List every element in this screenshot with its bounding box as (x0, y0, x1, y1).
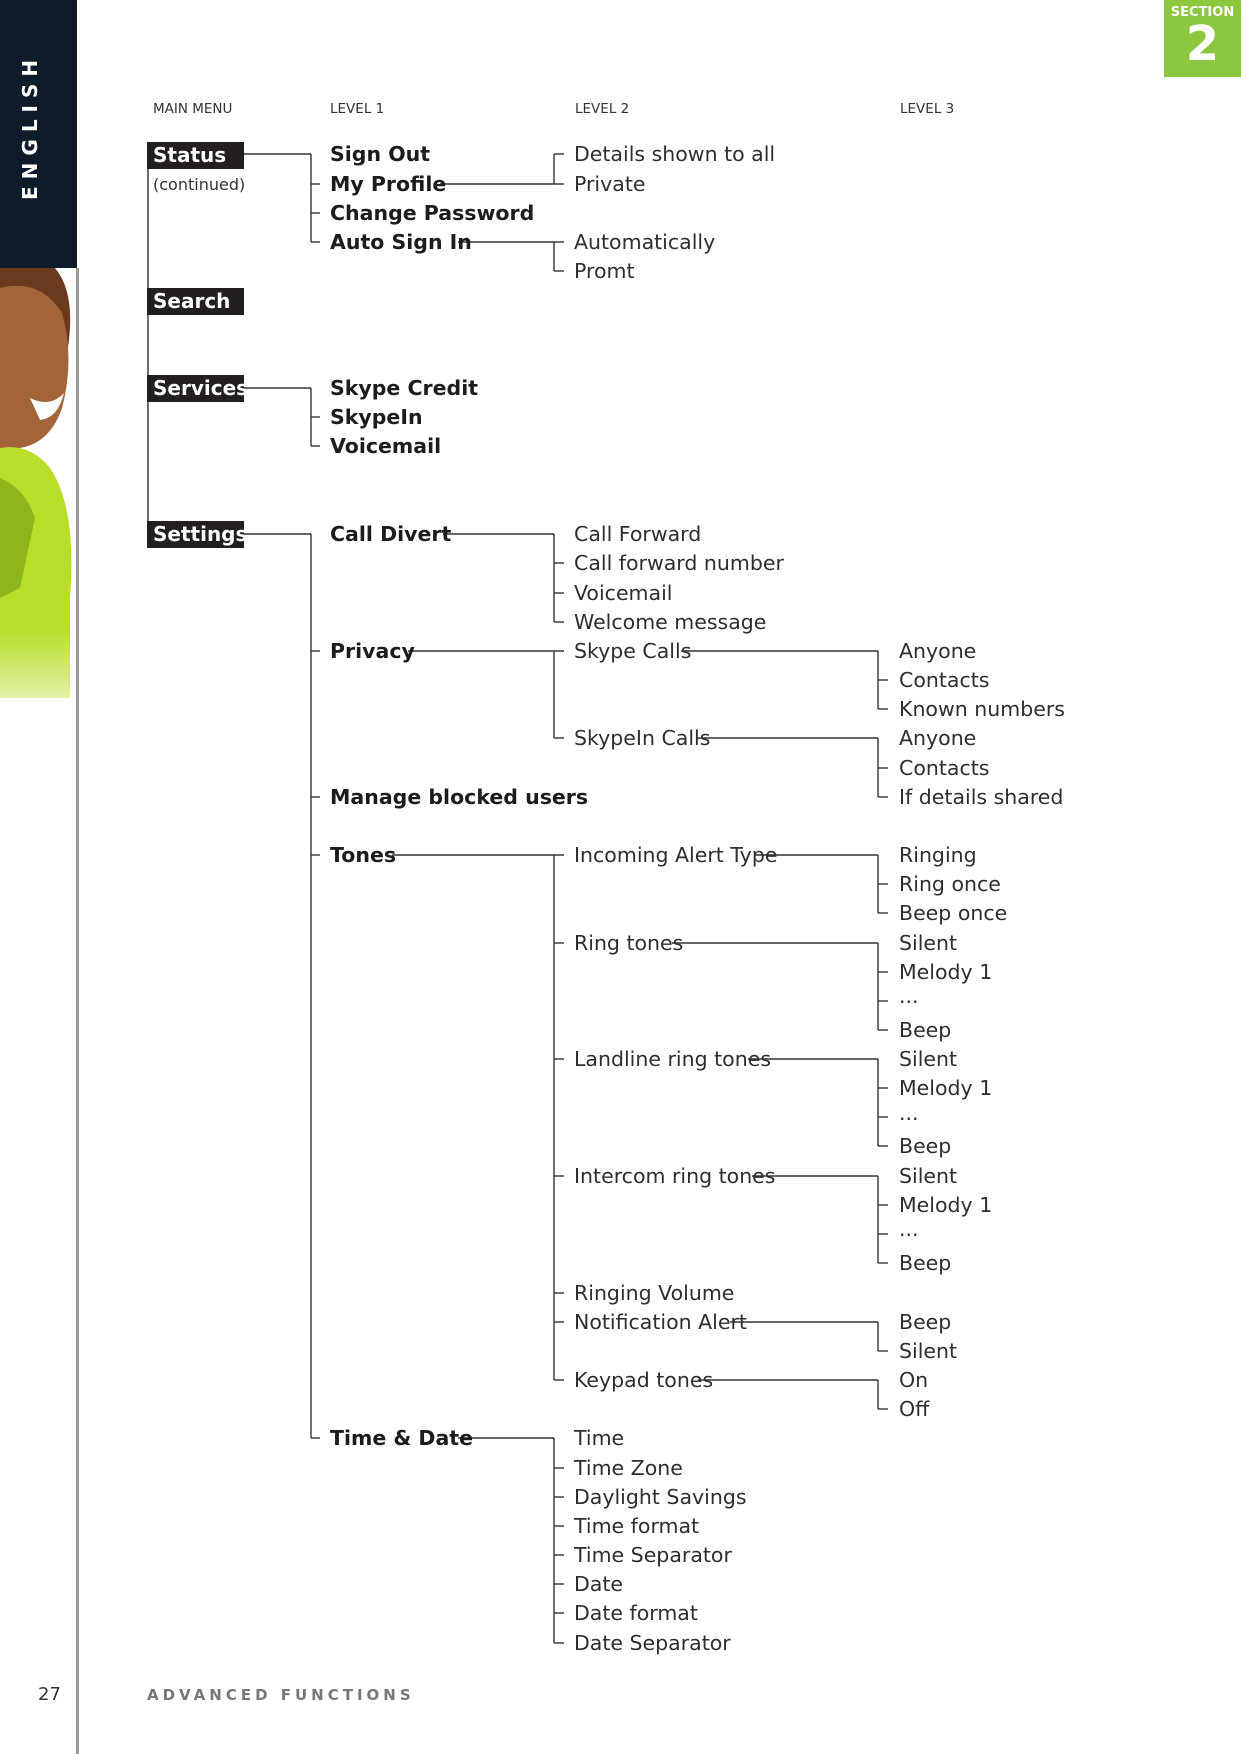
tones-intercom-ring-tones: Intercom ring tones (574, 1164, 776, 1188)
settings-time-date: Time & Date (330, 1426, 473, 1450)
services-skype-credit: Skype Credit (330, 376, 479, 400)
footer-title: ADVANCED FUNCTIONS (147, 1686, 415, 1704)
landline-ring-tones-option: Melody 1 (899, 1076, 993, 1100)
tones-ringing-volume: Ringing Volume (574, 1281, 735, 1305)
time-date-option: Date (574, 1572, 623, 1596)
status-sign-out: Sign Out (330, 142, 431, 166)
settings-call-divert: Call Divert (330, 522, 452, 546)
tones-incoming-alert-type: Incoming Alert Type (574, 843, 778, 867)
auto-sign-in-option: Promt (574, 259, 635, 283)
incoming-alert-option: Beep once (899, 901, 1008, 925)
header-main-menu: MAIN MENU (153, 101, 233, 117)
main-menu-status: Status (147, 142, 244, 169)
time-date-option: Daylight Savings (574, 1485, 747, 1509)
call-divert-option: Call Forward (574, 522, 702, 546)
landline-ring-tones-option: Beep (899, 1134, 952, 1158)
ring-tones-option: Beep (899, 1018, 952, 1042)
notification-alert-option: Beep (899, 1310, 952, 1334)
time-date-option: Time (574, 1426, 625, 1450)
intercom-ring-tones-option: Silent (899, 1164, 958, 1188)
time-date-option: Time format (574, 1514, 700, 1538)
settings-tones: Tones (330, 843, 397, 867)
settings-manage-blocked-users: Manage blocked users (330, 785, 589, 809)
header-level-2: LEVEL 2 (575, 101, 630, 117)
intercom-ring-tones-option: Beep (899, 1251, 952, 1275)
skype-calls-option: Contacts (899, 668, 990, 692)
ring-tones-option: Silent (899, 931, 958, 955)
status-continued-note: (continued) (153, 175, 246, 194)
skypein-calls-option: Contacts (899, 756, 990, 780)
landline-ring-tones-option: Silent (899, 1047, 958, 1071)
skypein-calls-option: If details shared (899, 785, 1064, 809)
my-profile-option: Details shown to all (574, 142, 776, 166)
tones-notification-alert: Notification Alert (574, 1310, 747, 1334)
main-menu-settings: Settings (147, 521, 244, 548)
services-skypein: SkypeIn (330, 405, 423, 429)
time-date-option: Date format (574, 1601, 698, 1625)
main-menu-search: Search (147, 288, 244, 315)
incoming-alert-option: Ringing (899, 843, 977, 867)
page-number: 27 (38, 1684, 61, 1705)
status-change-password: Change Password (330, 201, 535, 225)
time-date-option: Date Separator (574, 1631, 731, 1655)
ring-tones-ellipsis: ... (899, 984, 919, 1008)
section-label: SECTION (1170, 5, 1235, 20)
notification-alert-option: Silent (899, 1339, 958, 1363)
status-my-profile: My Profile (330, 172, 447, 196)
header-level-1: LEVEL 1 (330, 101, 385, 117)
main-menu-services: Services (147, 375, 244, 402)
tones-keypad-tones: Keypad tones (574, 1368, 714, 1392)
incoming-alert-option: Ring once (899, 872, 1001, 896)
auto-sign-in-option: Automatically (574, 230, 716, 254)
keypad-tones-option: On (899, 1368, 929, 1392)
skypein-calls-option: Anyone (899, 726, 977, 750)
privacy-skype-calls: Skype Calls (574, 639, 692, 663)
ring-tones-option: Melody 1 (899, 960, 993, 984)
call-divert-option: Welcome message (574, 610, 767, 634)
time-date-option: Time Zone (574, 1456, 683, 1480)
settings-privacy: Privacy (330, 639, 415, 663)
section-number: 2 (1185, 16, 1220, 72)
intercom-ring-tones-option: Melody 1 (899, 1193, 993, 1217)
my-profile-option: Private (574, 172, 646, 196)
privacy-skypein-calls: SkypeIn Calls (574, 726, 711, 750)
keypad-tones-option: Off (899, 1397, 930, 1421)
status-auto-sign-in: Auto Sign In (330, 230, 472, 254)
call-divert-option: Call forward number (574, 551, 784, 575)
header-level-3: LEVEL 3 (900, 101, 955, 117)
time-date-option: Time Separator (574, 1543, 732, 1567)
language-label: ENGLISH (18, 52, 42, 200)
services-voicemail: Voicemail (330, 434, 442, 458)
landline-ring-tones-ellipsis: ... (899, 1101, 919, 1125)
skype-calls-option: Anyone (899, 639, 977, 663)
intercom-ring-tones-ellipsis: ... (899, 1217, 919, 1241)
tones-landline-ring-tones: Landline ring tones (574, 1047, 772, 1071)
call-divert-option: Voicemail (574, 581, 673, 605)
tones-ring-tones: Ring tones (574, 931, 684, 955)
skype-calls-option: Known numbers (899, 697, 1065, 721)
